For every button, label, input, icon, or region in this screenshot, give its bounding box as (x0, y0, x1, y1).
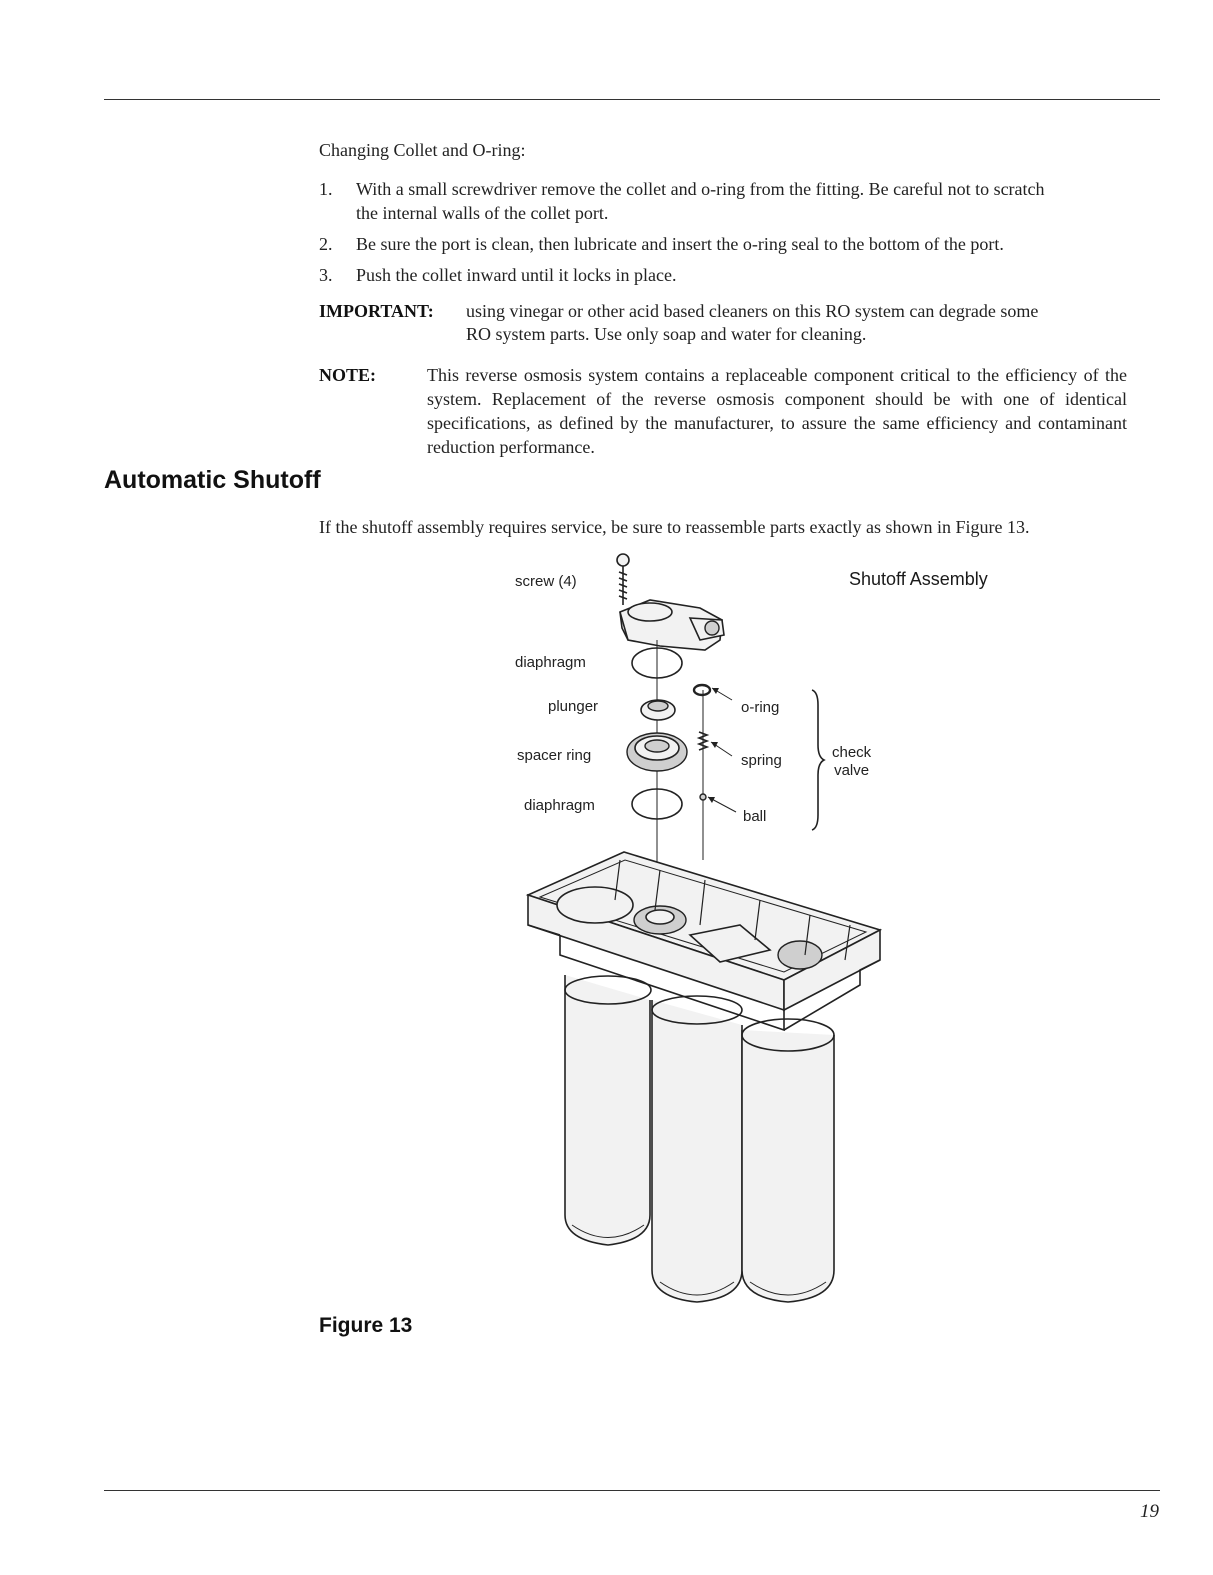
filter-cartridge-right (742, 1019, 834, 1302)
bottom-rule (104, 1490, 1160, 1491)
check-valve-bracket (812, 690, 824, 830)
label-check-valve-line-1: check (832, 744, 872, 761)
label-diaphragm-bottom: diaphragm (524, 797, 595, 814)
collet-heading: Changing Collet and O-ring: (319, 140, 526, 160)
screw-part (617, 554, 629, 605)
label-check-valve-line-2: valve (834, 762, 870, 779)
figure-title: Shutoff Assembly (849, 569, 988, 589)
label-plunger: plunger (548, 698, 599, 715)
diaphragm-bottom-part (632, 789, 682, 819)
step-2-number: 2. (319, 234, 333, 254)
plunger-part (641, 700, 675, 720)
filter-cartridge-middle (652, 996, 742, 1302)
label-spring: spring (741, 752, 782, 769)
shutoff-intro: If the shutoff assembly requires service, be sure to reassemble parts exactly as shown in Figure 13. (319, 517, 1030, 537)
o-ring-part (694, 685, 710, 695)
label-diaphragm-top: diaphragm (515, 654, 586, 671)
step-3-number: 3. (319, 265, 333, 285)
note-text: This reverse osmosis system contains a replaceable component critical to the efficiency of the system. Replacement of the reverse osmosis component should be with one of identical specifications, as defined by the manufacturer, to assure the same efficiency and contaminant reduction performance. (427, 365, 1127, 457)
top-rule (104, 99, 1160, 100)
shutoff-cap-part (620, 600, 724, 650)
page-number: 19 (1140, 1501, 1159, 1522)
label-ball: ball (743, 808, 767, 825)
step-1-line-1: With a small screwdriver remove the collet and o-ring from the fitting. Be careful not to scratch (356, 179, 1045, 199)
manifold-body (528, 852, 880, 1030)
important-line-2: RO system parts. Use only soap and water for cleaning. (466, 324, 867, 344)
spacer-ring-part (627, 733, 687, 771)
ball-part (700, 794, 706, 800)
label-check-valve (832, 744, 871, 780)
label-spacer-ring: spacer ring (517, 747, 592, 764)
figure-caption: Figure 13 (319, 1314, 413, 1337)
important-line-1: using vinegar or other acid based cleaners on this RO system can degrade some (466, 301, 1039, 321)
important-label: IMPORTANT: (319, 301, 434, 321)
label-o-ring: o-ring (741, 699, 780, 716)
label-screw: screw (4) (515, 573, 577, 590)
section-heading-automatic-shutoff: Automatic Shutoff (104, 466, 321, 494)
note-label: NOTE: (319, 365, 377, 385)
step-1-line-2: the internal walls of the collet port. (356, 203, 609, 223)
spring-part (699, 732, 707, 750)
step-1-number: 1. (319, 179, 333, 199)
filter-cartridge-left (565, 975, 651, 1245)
step-3-text: Push the collet inward until it locks in place. (356, 265, 677, 285)
diaphragm-top-part (632, 648, 682, 678)
step-2-text: Be sure the port is clean, then lubricate and insert the o-ring seal to the bottom of the port. (356, 234, 1004, 254)
